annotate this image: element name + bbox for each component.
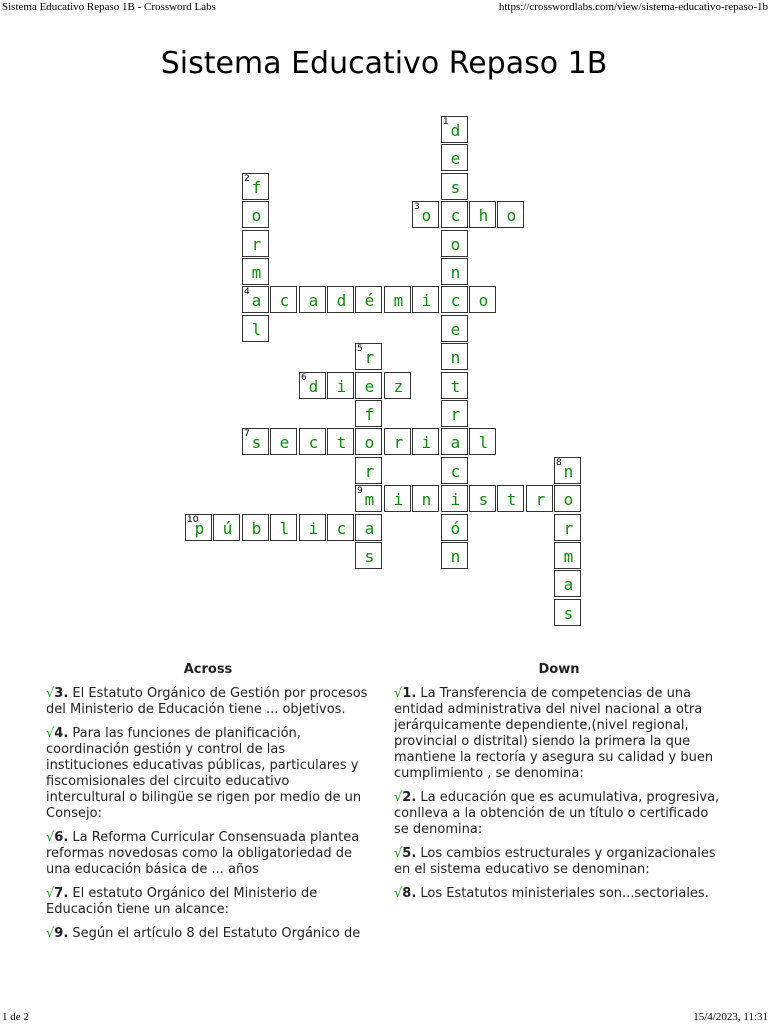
clue-number: 1. <box>402 686 417 701</box>
crossword-cell[interactable] <box>497 485 524 512</box>
crossword-cell[interactable] <box>242 428 269 455</box>
crossword-cell[interactable] <box>469 286 496 313</box>
clue-text: Los cambios estructurales y organizacionales en el sistema educativo se denominan: <box>394 846 716 877</box>
clue-item <box>394 790 724 838</box>
cell-number: 2 <box>244 174 250 184</box>
cell-number: 9 <box>357 486 363 496</box>
cell-letter: m <box>393 291 404 310</box>
crossword-cell[interactable] <box>441 315 468 342</box>
clue-text: Para las funciones de planificación, coordinación gestión y control de las instituciones educativas públicas, particulares y fiscomisionales del circuito educativo intercultural o bilingüe se rigen por medio de un Consejo: <box>46 726 362 821</box>
crossword-cell[interactable] <box>270 428 297 455</box>
crossword-cell[interactable] <box>526 485 553 512</box>
crossword-cell[interactable] <box>242 514 269 541</box>
cell-letter: s <box>478 490 489 509</box>
cell-letter: c <box>336 519 347 538</box>
cell-letter: n <box>421 490 432 509</box>
cell-letter: p <box>194 519 205 538</box>
cell-letter: e <box>450 320 461 339</box>
crossword-cell[interactable] <box>441 428 468 455</box>
crossword-cell[interactable] <box>554 570 581 597</box>
crossword-cell[interactable] <box>299 514 326 541</box>
crossword-cell[interactable] <box>412 286 439 313</box>
clue-number: 7. <box>54 886 69 901</box>
cell-letter: a <box>308 291 319 310</box>
crossword-cell[interactable] <box>355 542 382 569</box>
cell-letter: o <box>478 291 489 310</box>
cell-number: 3 <box>414 202 420 212</box>
clue-text: Los Estatutos ministeriales son...sectoriales. <box>416 886 709 901</box>
cell-number: 5 <box>357 344 363 354</box>
crossword-cell[interactable] <box>355 457 382 484</box>
clue-number: 9. <box>54 926 69 941</box>
crossword-cell[interactable] <box>355 286 382 313</box>
cell-letter: z <box>393 377 404 396</box>
cell-letter: o <box>251 206 262 225</box>
cell-letter: i <box>393 490 404 509</box>
clue-item <box>46 830 370 878</box>
cell-letter: é <box>364 291 375 310</box>
cell-letter: i <box>308 519 319 538</box>
cell-letter: b <box>251 519 262 538</box>
crossword-cell[interactable] <box>441 542 468 569</box>
crossword-cell[interactable] <box>242 315 269 342</box>
checkmark-icon: √ <box>46 686 55 701</box>
crossword-cell[interactable] <box>242 173 269 200</box>
crossword-cell[interactable] <box>554 514 581 541</box>
cell-letter: s <box>251 433 262 452</box>
cell-letter: r <box>364 462 375 481</box>
cell-letter: a <box>364 519 375 538</box>
page-title-header: Sistema Educativo Repaso 1B - Crossword Labs <box>2 1 216 13</box>
crossword-cell[interactable] <box>270 514 297 541</box>
cell-letter: e <box>450 149 461 168</box>
crossword-cell[interactable] <box>327 372 354 399</box>
cell-letter: r <box>364 348 375 367</box>
clue-text: Según el artículo 8 del Estatuto Orgánico de <box>68 926 361 941</box>
cell-letter: l <box>279 519 290 538</box>
crossword-cell[interactable] <box>441 258 468 285</box>
cell-letter: m <box>251 263 262 282</box>
cell-letter: s <box>364 547 375 566</box>
crossword-cell[interactable] <box>441 400 468 427</box>
crossword-cell[interactable] <box>242 258 269 285</box>
print-footer <box>0 1011 768 1025</box>
crossword-cell[interactable] <box>355 400 382 427</box>
cell-letter: i <box>421 433 432 452</box>
crossword-cell[interactable] <box>412 485 439 512</box>
crossword-cell[interactable] <box>469 428 496 455</box>
clue-item <box>394 686 724 782</box>
cell-letter: n <box>563 462 574 481</box>
cell-letter: i <box>421 291 432 310</box>
checkmark-icon: √ <box>394 686 403 701</box>
crossword-cell[interactable] <box>299 428 326 455</box>
cell-letter: c <box>308 433 319 452</box>
cell-letter: o <box>563 490 574 509</box>
cell-letter: t <box>336 433 347 452</box>
clue-text: La educación que es acumulativa, progresiva, conlleva a la obtención de un título o certificado se denomina: <box>394 790 720 837</box>
crossword-cell[interactable] <box>441 230 468 257</box>
crossword-cell[interactable] <box>355 514 382 541</box>
clue-item <box>46 726 370 822</box>
cell-letter: i <box>336 377 347 396</box>
cell-letter: r <box>393 433 404 452</box>
crossword-cell[interactable] <box>469 201 496 228</box>
checkmark-icon: √ <box>46 886 55 901</box>
crossword-cell[interactable] <box>441 116 468 143</box>
down-heading: Down <box>538 662 580 677</box>
crossword-cell[interactable] <box>441 201 468 228</box>
crossword-cell[interactable] <box>270 286 297 313</box>
clue-item <box>46 686 370 718</box>
clue-number: 3. <box>54 686 69 701</box>
crossword-cell[interactable] <box>384 485 411 512</box>
crossword-cell[interactable] <box>355 428 382 455</box>
cell-letter: r <box>535 490 546 509</box>
crossword-cell[interactable] <box>242 201 269 228</box>
clue-number: 2. <box>402 790 417 805</box>
crossword-cell[interactable] <box>327 286 354 313</box>
crossword-cell[interactable] <box>412 201 439 228</box>
checkmark-icon: √ <box>394 846 403 861</box>
cell-letter: r <box>450 405 461 424</box>
cell-letter: m <box>364 490 375 509</box>
cell-letter: r <box>251 235 262 254</box>
cell-letter: r <box>563 519 574 538</box>
cell-letter: t <box>506 490 517 509</box>
crossword-cell[interactable] <box>355 372 382 399</box>
cell-letter: a <box>450 433 461 452</box>
cell-number: 6 <box>301 373 307 383</box>
cell-number: 4 <box>244 287 250 297</box>
cell-letter: f <box>251 178 262 197</box>
checkmark-icon: √ <box>46 726 55 741</box>
checkmark-icon: √ <box>46 926 55 941</box>
crossword-cell[interactable] <box>554 457 581 484</box>
crossword-cell[interactable] <box>441 144 468 171</box>
crossword-cell[interactable] <box>441 485 468 512</box>
crossword-cell[interactable] <box>554 485 581 512</box>
cell-letter: n <box>450 547 461 566</box>
cell-letter: f <box>364 405 375 424</box>
cell-number: 10 <box>187 515 199 525</box>
cell-letter: d <box>450 121 461 140</box>
page-count: 1 de 2 <box>2 1011 29 1023</box>
cell-letter: s <box>450 178 461 197</box>
crossword-cell[interactable] <box>554 542 581 569</box>
crossword-cell[interactable] <box>242 230 269 257</box>
crossword-cell[interactable] <box>441 457 468 484</box>
cell-letter: h <box>478 206 489 225</box>
cell-letter: n <box>450 348 461 367</box>
crossword-cell[interactable] <box>384 286 411 313</box>
checkmark-icon: √ <box>394 886 403 901</box>
cell-letter: ú <box>222 519 233 538</box>
cell-letter: c <box>450 462 461 481</box>
crossword-cell[interactable] <box>213 514 240 541</box>
clue-item <box>46 926 370 942</box>
cell-letter: a <box>563 575 574 594</box>
crossword-cell[interactable] <box>469 485 496 512</box>
cell-number: 1 <box>443 117 449 127</box>
cell-letter: l <box>478 433 489 452</box>
cell-letter: o <box>450 235 461 254</box>
cell-letter: s <box>563 604 574 623</box>
cell-letter: e <box>279 433 290 452</box>
cell-letter: o <box>421 206 432 225</box>
checkmark-icon: √ <box>46 830 55 845</box>
crossword-cell[interactable] <box>441 343 468 370</box>
cell-letter: c <box>279 291 290 310</box>
clue-number: 6. <box>54 830 69 845</box>
crossword-cell[interactable] <box>412 428 439 455</box>
cell-letter: d <box>336 291 347 310</box>
crossword-cell[interactable] <box>242 286 269 313</box>
cell-letter: o <box>364 433 375 452</box>
clue-text: El estatuto Orgánico del Ministerio de Educación tiene un alcance: <box>46 886 318 917</box>
cell-letter: l <box>251 320 262 339</box>
page-url: https://crosswordlabs.com/view/sistema-educativo-repaso-1b <box>498 1 768 13</box>
cell-letter: n <box>450 263 461 282</box>
cell-letter: m <box>563 547 574 566</box>
puzzle-title: Sistema Educativo Repaso 1B <box>160 46 608 81</box>
clue-number: 5. <box>402 846 417 861</box>
crossword-cell[interactable] <box>327 428 354 455</box>
cell-letter: i <box>450 490 461 509</box>
crossword-cell[interactable] <box>441 173 468 200</box>
crossword-cell[interactable] <box>384 372 411 399</box>
crossword-cell[interactable] <box>185 514 212 541</box>
across-clues <box>46 662 370 950</box>
crossword-cell[interactable] <box>299 286 326 313</box>
crossword-cell[interactable] <box>384 428 411 455</box>
across-heading: Across <box>183 662 233 677</box>
clue-number: 8. <box>402 886 417 901</box>
crossword-cell[interactable] <box>327 514 354 541</box>
clue-text: La Reforma Curricular Consensuada plantea reformas novedosas como la obligatoriedad de una educación básica de ... años <box>46 830 360 877</box>
cell-letter: c <box>450 291 461 310</box>
cell-letter: ó <box>450 519 461 538</box>
checkmark-icon: √ <box>394 790 403 805</box>
cell-letter: t <box>450 377 461 396</box>
clue-item <box>46 886 370 918</box>
print-date: 15/4/2023, 11:31 <box>693 1011 768 1023</box>
down-clues <box>394 662 724 910</box>
clue-number: 4. <box>54 726 69 741</box>
cell-letter: a <box>251 291 262 310</box>
clue-item <box>394 886 724 902</box>
crossword-cell[interactable] <box>355 343 382 370</box>
crossword-cell[interactable] <box>355 485 382 512</box>
cell-letter: o <box>506 206 517 225</box>
crossword-cell[interactable] <box>441 514 468 541</box>
across-clue-list <box>46 686 370 942</box>
clue-item <box>394 846 724 878</box>
crossword-cell[interactable] <box>441 372 468 399</box>
cell-letter: e <box>364 377 375 396</box>
clue-text: La Transferencia de competencias de una entidad administrativa del nivel nacional a otra jerárquicamente dependiente,(nivel regional, provincial o distrital) siendo la primera la que mantiene la rectoría y asegura su calidad y buen cumplimiento , se denomina: <box>394 686 714 781</box>
down-clue-list <box>394 686 724 902</box>
cell-letter: c <box>450 206 461 225</box>
crossword-cell[interactable] <box>299 372 326 399</box>
crossword-cell[interactable] <box>497 201 524 228</box>
crossword-cell[interactable] <box>441 286 468 313</box>
cell-number: 7 <box>244 429 250 439</box>
clue-text: El Estatuto Orgánico de Gestión por procesos del Ministerio de Educación tiene ... objetivos. <box>46 686 368 717</box>
crossword-cell[interactable] <box>554 599 581 626</box>
cell-letter: d <box>308 377 319 396</box>
cell-number: 8 <box>556 458 562 468</box>
